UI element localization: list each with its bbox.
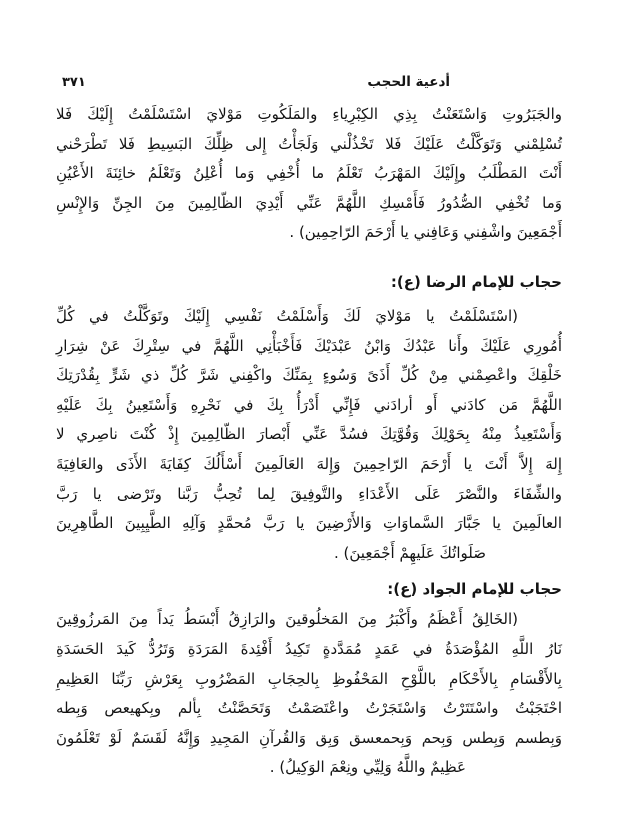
text-line: أَنْتَ المَطْلَبُ وإِلَيْكَ المَهْرَبُ تَعْلَمُ ما أُخْفِي وَما أُعْلِنُ وَتَعْلَمُ خائِنَةَ الأَعْيُنِ <box>56 164 562 183</box>
page-number: ٣٧١ <box>62 75 86 90</box>
text-line: نَارُ اللَّهِ المُؤْصَدَةُ في عَمَدٍ مُمَدَّدةٍ تَكِيدُ أَفْئِدةَ المَرَدَةِ وَتَرُدُّ كَيدَ الحَسَدَةِ <box>56 639 562 658</box>
text-line: تُسْلِمْني وَتَوَكَّلْتُ عَلَيْكَ فَلا تَخْذُلْني وَلَجَأْتُ إِلى ظِلِّكَ البَسِيطِ فَلا تَطْرَحْني <box>56 134 562 153</box>
text-line: (اسْتَسْلَمْتُ يا مَوْلايَ لَكَ وَأَسْلَمْتُ نَفْسِي إِلَيْكَ وتَوَكَّلْتُ في كُلِّ <box>56 306 518 325</box>
text-line: احْتَجَبْتُ واسْتَتَرْتُ وَاسْتَجَرْتُ واعْتَصَمْتُ وَتَحَصَّنْتُ بِألم وبِكهيعص وَبِطه <box>56 699 562 718</box>
text-line: بِالأَقْسَامِ بِالأَحْكَامِ باللَّوْحِ المَحْفُوظِ بِالحِجَابِ المَضْرُوبِ بِعَرْشِ رَبِّنَا العَظِيمِ <box>56 669 562 688</box>
text-line: وَأَسْتَعِيذُ مِنْهُ بِحَوْلِكَ وَقُوَّتِكَ فسُدَّ عَنِّي أَبْصارَ الظّالِمِينَ إِذْ كُنْتَ ناصِري لا <box>56 425 562 444</box>
running-header-title: أدعية الحجب <box>367 74 450 90</box>
text-body <box>56 100 562 783</box>
paragraph-continuation <box>56 100 562 248</box>
page-header <box>62 72 562 94</box>
paragraph-hijab-imam-rida <box>56 302 562 568</box>
text-line: عَظِيمٌ واللَّهُ وَلِيِّي ونِعْمَ الوَكِيلُ) . <box>269 758 466 777</box>
text-line: وَما تُخْفِي الصُّدُورُ فَأَمْسِكِ اللَّهُمَّ عَنِّي أَيْدِيَ الظّالِمِينَ مِنَ الجِنِّ وَالإِنْسِ <box>56 193 562 212</box>
paragraph-hijab-imam-jawad <box>56 605 562 783</box>
text-line: اللَّهُمَّ مَن كادَني أَو أرادَني فَإِنِّي أَدْرَأُ بِكَ في نَحْرِهِ وَأَسْتَعِينُ بِكَ عَلَيْهِ <box>56 395 562 414</box>
text-line: (الخَالِقُ أَعْظَمُ وأَكْبَرُ مِنَ المَخلُوقينَ والرَازِقُ أَبْسَطُ يَداً مِنَ المَرزُوقِينَ <box>56 610 518 629</box>
text-line: خَلْقِكَ واعْصِمْني مِنْ كُلِّ أَذَىً وَسُوءٍ بِمَنِّكَ واكْفِني شَرَّ كُلِّ ذي شَرٍّ بِقُدْرَتِكَ <box>56 366 562 385</box>
text-line: العالَمِينَ يا جَبَّارَ السَّماوَاتِ وَالأَرْضِينَ يا رَبَّ مُحمَّدٍ وَآلِهِ الطَّيِبِينَ الطَّاهِرِينَ <box>56 514 562 533</box>
text-line: وَبِطسم وَبِطس وَبِحم وَبِحمعسق وَبِق وَالقُرآنِ المَجِيدِ وَإِنَّهُ لَقَسَمٌ لَوْ تَعْلَمُونَ <box>56 728 562 747</box>
text-line: أُمُورِي عَلَيْكَ وأَنا عَبْدُكَ وَابْنُ عَبْدَيْكَ فَأَخْبَأْنِي اللَّهُمَّ في سِتْرِكَ عَنْ شِرَارِ <box>56 336 562 355</box>
text-line: والجَبَرُوتِ وَاسْتَعَنْتُ بِذِي الكِبْرِياءِ والمَلَكُوتِ مَوْلايَ اسْتَسْلَمْتُ إِلَيْكَ فَلا <box>56 105 562 123</box>
text-line: إِلهَ إِلاَّ أَنْتَ يا أَرْحَمَ الرّاحِمِينَ وَإِلهَ العَالَمِينَ أَسْأَلُكَ كِفَايَةَ الأَذَى والعَافِيَةَ <box>56 454 562 473</box>
text-line: والشِّفَاءَ والنَّصْرَ عَلَى الأَعْدَاءِ والتَّوفِيقَ لِما تُحِبُّ رَبَّنا وتَرْضى يا رَبَّ <box>56 484 562 503</box>
section-heading-imam-jawad: حجاب للإمام الجواد (ع): <box>387 580 562 599</box>
text-line: أَجْمَعِينَ واشْفِني وَعَافِني يا أَرْحَمَ الرّاحِمِين) . <box>289 223 562 242</box>
text-line: صَلَواتُكَ عَلَيهِمْ أَجْمَعِينَ) . <box>334 543 486 562</box>
section-heading-imam-rida: حجاب للإمام الرضا (ع): <box>390 272 562 291</box>
